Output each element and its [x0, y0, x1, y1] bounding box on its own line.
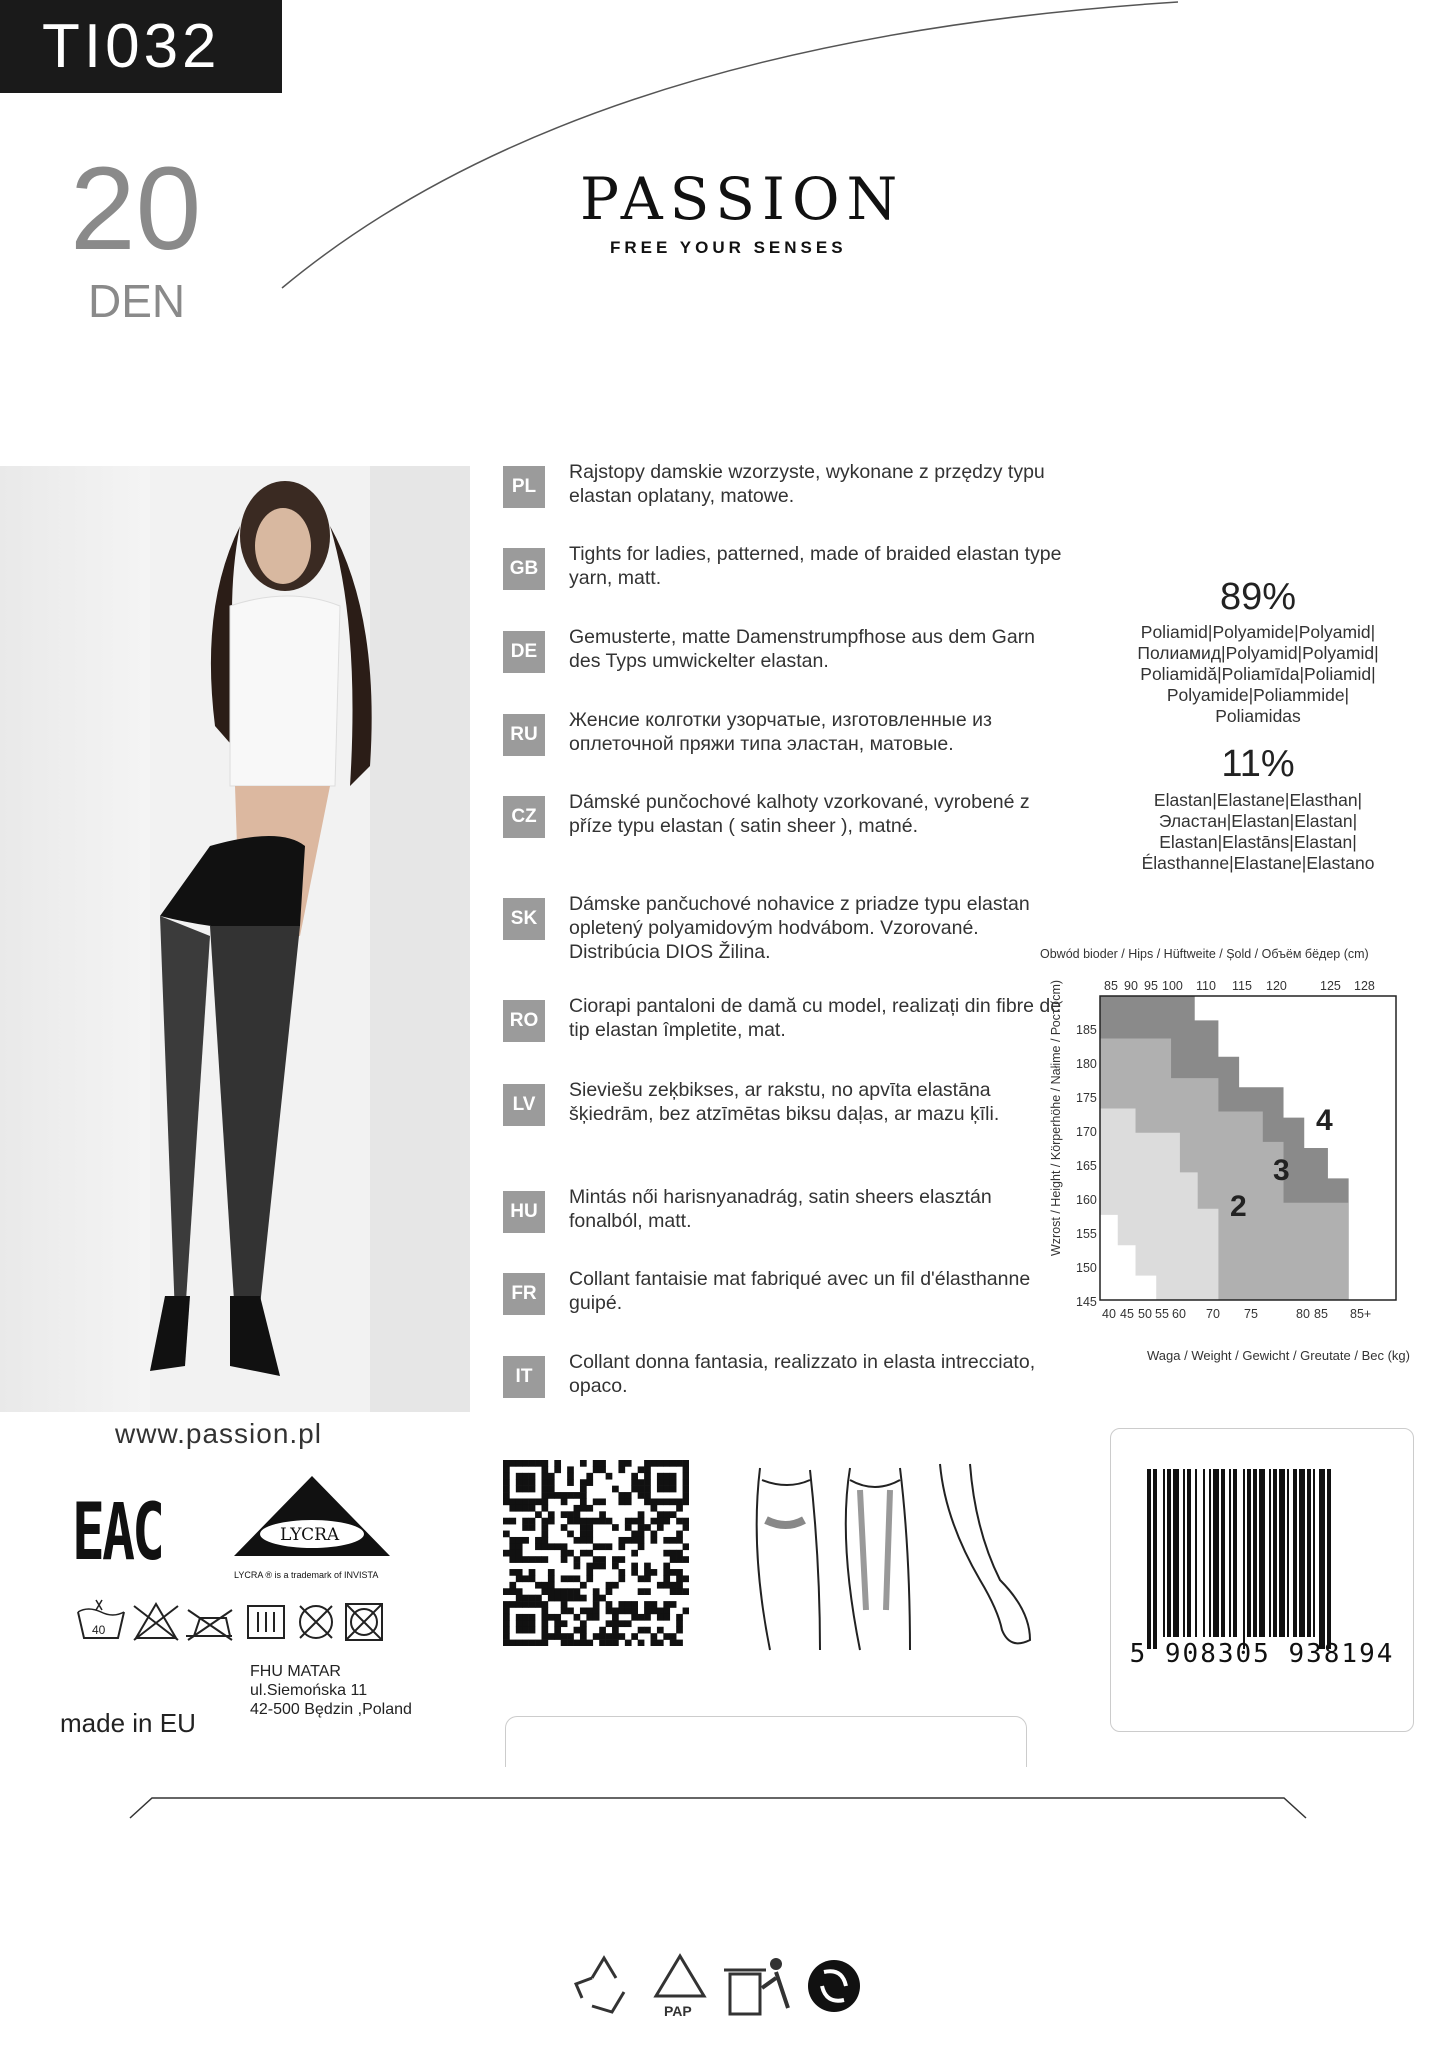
description-text: Sieviešu zeķbikses, ar rakstu, no apvīta elastāna šķiedrām, bez atzīmētas biksu daļas, ar mazu ķīli.	[569, 1079, 1000, 1125]
height-tick: 150	[1076, 1261, 1097, 1275]
language-code-badge: RO	[503, 1000, 545, 1042]
hips-tick: 110	[1196, 979, 1216, 993]
weight-tick: 50	[1138, 1307, 1152, 1321]
weight-tick: 40	[1102, 1307, 1116, 1321]
no-bleach-icon	[134, 1604, 178, 1640]
language-code-badge: SK	[503, 898, 545, 940]
material-line: Elastan|Elastane|Elasthan|	[1153, 790, 1363, 810]
height-tick: 165	[1076, 1159, 1097, 1173]
polyamide-names	[1103, 622, 1413, 727]
elastane-percent: 11%	[1221, 743, 1295, 785]
qr-code[interactable]	[503, 1460, 689, 1646]
weight-tick: 75	[1244, 1307, 1258, 1321]
height-tick: 185	[1076, 1023, 1097, 1037]
hips-tick: 90	[1124, 979, 1138, 993]
barcode-panel	[1110, 1428, 1414, 1732]
fold-line	[128, 1796, 1308, 1820]
hips-label: Obwód bioder / Hips / Hüftweite / Șold / Объём бёдер (cm)	[1040, 947, 1369, 961]
brand-tagline: FREE YOUR SENSES	[610, 238, 847, 257]
language-code-badge: HU	[503, 1191, 545, 1233]
brand-name: PASSION	[580, 165, 905, 233]
wash-40-icon	[78, 1600, 124, 1638]
material-line: Полиамид|Polyamid|Polyamid|	[1137, 643, 1379, 663]
no-iron-icon	[186, 1610, 232, 1640]
description-text: Rajstopy damskie wzorzyste, wykonane z przędzy typu elastan oplatany, matowe.	[569, 461, 1045, 507]
size-4-label: 4	[1316, 1104, 1333, 1137]
height-tick: 155	[1076, 1227, 1097, 1241]
weight-tick: 55	[1155, 1307, 1169, 1321]
no-tumble-dry-icon	[346, 1604, 382, 1640]
height-tick: 160	[1076, 1193, 1097, 1207]
pap-recycle-icon	[656, 1956, 704, 2019]
tights-sketch-icon	[740, 1460, 1040, 1660]
weight-tick: 60	[1172, 1307, 1186, 1321]
weight-tick: 85+	[1350, 1307, 1372, 1321]
description-text: Dámske pančuchové nohavice z priadze typu elastan opletený polyamidovým hodvábom. Vzorované. Distribúcia DIOS Žilina.	[569, 893, 1030, 963]
language-code-badge: PL	[503, 466, 545, 508]
model-photo	[0, 466, 470, 1412]
language-code-badge: DE	[503, 631, 545, 673]
hips-tick: 120	[1266, 979, 1287, 993]
address-line: ul.Siemońska 11	[250, 1682, 368, 1699]
weight-label: Waga / Weight / Gewicht / Greutate / Bec (kg)	[1147, 1348, 1410, 1363]
material-line: Эластан|Elastan|Elastan|	[1158, 811, 1358, 831]
hips-tick: 85	[1104, 979, 1118, 993]
svg-text:40: 40	[92, 1623, 106, 1637]
den-unit: DEN	[88, 275, 186, 327]
description-text: Женсие колготки узорчатые, изготовленные из оплеточной пряжи типа эластан, матовые.	[569, 709, 992, 755]
bin-icon	[724, 1958, 788, 2014]
weight-tick: 85	[1314, 1307, 1328, 1321]
height-label: Wzrost / Height / Körperhöhe / Nałime / Рост (cm)	[1049, 979, 1063, 1256]
hips-tick: 95	[1144, 979, 1158, 993]
blank-label-area	[505, 1716, 1027, 1767]
material-line: Elastan|Elastāns|Elastan|	[1159, 832, 1357, 852]
language-code-badge: FR	[503, 1273, 545, 1315]
language-code-badge: LV	[503, 1084, 545, 1126]
polyamide-percent: 89%	[1219, 576, 1297, 618]
address-line: FHU MATAR	[250, 1663, 341, 1680]
elastane-names	[1103, 790, 1413, 874]
recycle-icon	[576, 1958, 624, 2012]
eac-mark: EAC	[72, 1488, 163, 1578]
green-dot-icon	[808, 1960, 860, 2012]
language-code-badge: RU	[503, 714, 545, 756]
svg-text:PAP: PAP	[664, 2003, 692, 2019]
material-line: Poliamidas	[1215, 706, 1301, 726]
hips-tick: 125	[1320, 979, 1341, 993]
barcode-number: 5 908305 938194	[1129, 1639, 1395, 1669]
made-in-label: made in EU	[60, 1708, 196, 1738]
no-dryclean-icon	[300, 1606, 332, 1638]
description-text: Tights for ladies, patterned, made of braided elastan type yarn, matt.	[569, 543, 1062, 589]
description-text: Collant donna fantasia, realizzato in elasta intrecciato, opaco.	[569, 1351, 1036, 1397]
description-text: Mintás női harisnyanadrág, satin sheers elasztán fonalból, matt.	[569, 1186, 992, 1232]
size-2-label: 2	[1230, 1190, 1247, 1223]
hips-tick: 100	[1162, 979, 1183, 993]
product-code: TI032	[0, 0, 282, 93]
weight-tick: 45	[1120, 1307, 1134, 1321]
height-tick: 175	[1076, 1091, 1097, 1105]
description-text: Ciorapi pantaloni de damă cu model, realizați din fibre de tip elastan împletite, mat.	[569, 995, 1062, 1041]
manufacturer-address	[250, 1662, 412, 1719]
material-line: Poliamidă|Poliamīda|Poliamid|	[1140, 664, 1376, 684]
language-code-badge: GB	[503, 548, 545, 590]
hips-tick: 128	[1354, 979, 1375, 993]
weight-tick: 80	[1296, 1307, 1310, 1321]
language-code-badge: CZ	[503, 796, 545, 838]
care-symbols	[76, 1598, 396, 1644]
website-link[interactable]: www.passion.pl	[115, 1418, 322, 1449]
recycle-icons	[572, 1948, 872, 2020]
description-text: Gemusterte, matte Damenstrumpfhose aus dem Garn des Typs umwickelter elastan.	[569, 626, 1036, 672]
height-tick: 170	[1076, 1125, 1097, 1139]
description-text: Collant fantaisie mat fabriqué avec un fil d'élasthanne guipé.	[569, 1268, 1031, 1314]
lycra-trademark-note: LYCRA ® is a trademark of INVISTA	[234, 1570, 379, 1580]
material-line: Poliamid|Polyamide|Polyamid|	[1140, 622, 1376, 642]
den-value: 20	[70, 143, 202, 275]
language-code-badge: IT	[503, 1356, 545, 1398]
weight-tick: 70	[1206, 1307, 1220, 1321]
description-text: Dámské punčochové kalhoty vzorkované, vyrobené z příze typu elastan ( satin sheer ), matné.	[569, 791, 1030, 837]
size-3-label: 3	[1273, 1154, 1290, 1187]
brand-logo	[580, 165, 905, 258]
address-line: 42-500 Będzin ,Poland	[250, 1701, 412, 1718]
material-line: Élasthanne|Elastane|Elastano	[1141, 853, 1375, 873]
lycra-logo	[232, 1474, 392, 1584]
size-chart	[1040, 946, 1420, 1366]
height-tick: 145	[1076, 1295, 1097, 1309]
model-silhouette	[0, 466, 470, 1412]
lycra-word: LYCRA	[280, 1525, 340, 1545]
height-tick: 180	[1076, 1057, 1097, 1071]
material-line: Polyamide|Poliammide|	[1166, 685, 1350, 705]
dry-flat-icon	[248, 1606, 284, 1638]
hips-tick: 115	[1232, 979, 1252, 993]
